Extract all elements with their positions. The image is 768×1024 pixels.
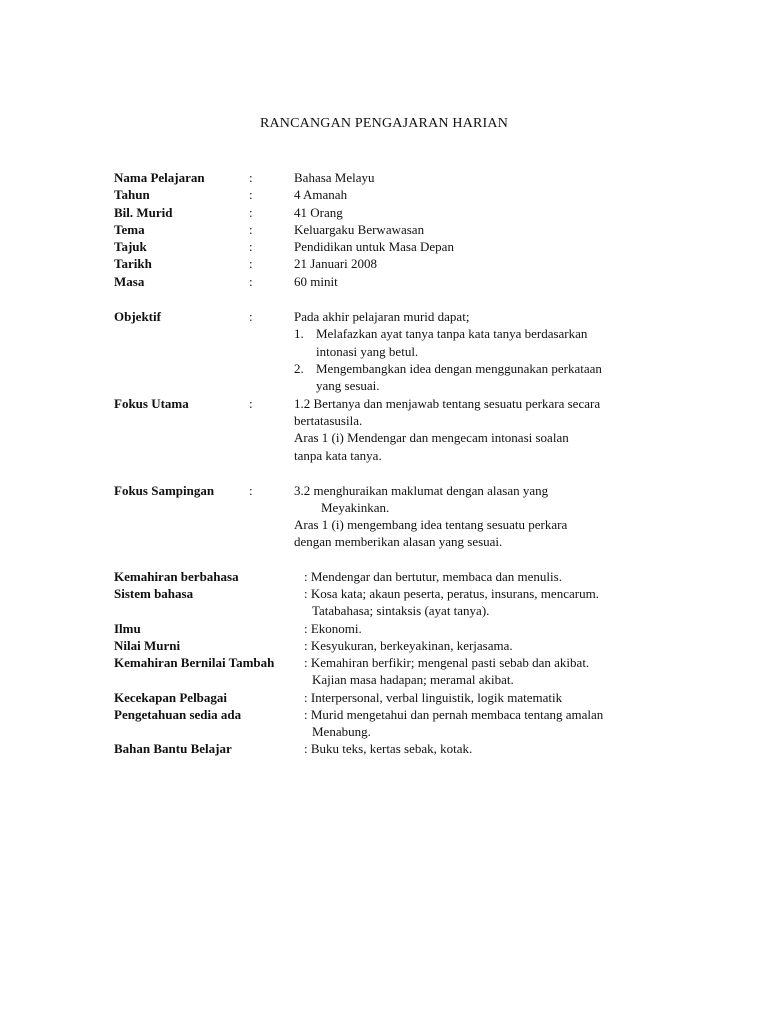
objektif-item-line: intonasi yang betul. — [316, 344, 419, 359]
info-label: Tarikh — [114, 256, 152, 271]
objektif-item-line: yang sesuai. — [316, 378, 380, 393]
kemahiran-bernilai-tambah-value: : Kemahiran berfikir; mengenal pasti sebab dan akibat. — [304, 655, 590, 670]
info-colon: : — [249, 239, 253, 254]
fokus-sampingan-colon: : — [249, 483, 253, 498]
objektif-label: Objektif — [114, 309, 161, 324]
fokus-sampingan-label: Fokus Sampingan — [114, 483, 215, 498]
objektif-item-line: Mengembangkan idea dengan menggunakan perkataan — [316, 361, 602, 376]
info-value: 4 Amanah — [294, 187, 348, 202]
fokus-sampingan-line: dengan memberikan alasan yang sesuai. — [294, 534, 503, 549]
info-value: 60 minit — [294, 274, 338, 289]
pengetahuan-sedia-ada-label: Pengetahuan sedia ada — [114, 707, 242, 722]
info-colon: : — [249, 222, 253, 237]
fokus-sampingan-line: 3.2 menghuraikan maklumat dengan alasan yang — [294, 483, 549, 498]
info-colon: : — [249, 187, 253, 202]
kemahiran-bernilai-tambah-value-cont: Kajian masa hadapan; meramal akibat. — [312, 672, 514, 687]
info-value: Bahasa Melayu — [294, 170, 375, 185]
fokus-sampingan-line: Meyakinkan. — [321, 500, 390, 515]
info-label: Bil. Murid — [114, 205, 173, 220]
objektif-item-number: 2. — [294, 361, 304, 376]
info-label: Tahun — [114, 187, 150, 202]
info-value: Pendidikan untuk Masa Depan — [294, 239, 454, 254]
kemahiran-bernilai-tambah-label: Kemahiran Bernilai Tambah — [114, 655, 275, 670]
fokus-utama-line: tanpa kata tanya. — [294, 448, 382, 463]
info-colon: : — [249, 170, 253, 185]
pengetahuan-sedia-ada-value-cont: Menabung. — [312, 724, 371, 739]
fokus-utama-line: bertatasusila. — [294, 413, 363, 428]
objektif-intro: Pada akhir pelajaran murid dapat; — [294, 309, 470, 324]
info-colon: : — [249, 256, 253, 271]
nilai-murni-label: Nilai Murni — [114, 638, 181, 653]
info-value: 21 Januari 2008 — [294, 256, 378, 271]
ilmu-label: Ilmu — [114, 621, 141, 636]
kemahiran-berbahasa-value: : Mendengar dan bertutur, membaca dan menulis. — [304, 569, 562, 584]
nilai-murni-value: : Kesyukuran, berkeyakinan, kerjasama. — [304, 638, 513, 653]
info-label: Nama Pelajaran — [114, 170, 205, 185]
fokus-utama-line: Aras 1 (i) Mendengar dan mengecam intonasi soalan — [294, 430, 569, 445]
info-colon: : — [249, 205, 253, 220]
sistem-bahasa-label: Sistem bahasa — [114, 586, 194, 601]
info-value: Keluargaku Berwawasan — [294, 222, 425, 237]
fokus-utama-label: Fokus Utama — [114, 396, 189, 411]
objektif-colon: : — [249, 309, 253, 324]
objektif-item-number: 1. — [294, 326, 304, 341]
bahan-bantu-belajar-label: Bahan Bantu Belajar — [114, 741, 232, 756]
fokus-utama-line: 1.2 Bertanya dan menjawab tentang sesuatu perkara secara — [294, 396, 601, 411]
bahan-bantu-belajar-value: : Buku teks, kertas sebak, kotak. — [304, 741, 473, 756]
fokus-utama-colon: : — [249, 396, 253, 411]
sistem-bahasa-value: : Kosa kata; akaun peserta, peratus, insurans, mencarum. — [304, 586, 599, 601]
kemahiran-berbahasa-label: Kemahiran berbahasa — [114, 569, 239, 584]
objektif-item-line: Melafazkan ayat tanya tanpa kata tanya berdasarkan — [316, 326, 588, 341]
ilmu-value: : Ekonomi. — [304, 621, 362, 636]
kecekapan-pelbagai-value: : Interpersonal, verbal linguistik, logik matematik — [304, 690, 563, 705]
info-colon: : — [249, 274, 253, 289]
info-label: Masa — [114, 274, 145, 289]
pengetahuan-sedia-ada-value: : Murid mengetahui dan pernah membaca tentang amalan — [304, 707, 604, 722]
info-label: Tajuk — [114, 239, 147, 254]
sistem-bahasa-value-cont: Tatabahasa; sintaksis (ayat tanya). — [312, 603, 490, 618]
info-value: 41 Orang — [294, 205, 343, 220]
kecekapan-pelbagai-label: Kecekapan Pelbagai — [114, 690, 228, 705]
info-label: Tema — [114, 222, 145, 237]
fokus-sampingan-line: Aras 1 (i) mengembang idea tentang sesuatu perkara — [294, 517, 568, 532]
document-title: RANCANGAN PENGAJARAN HARIAN — [259, 116, 509, 131]
